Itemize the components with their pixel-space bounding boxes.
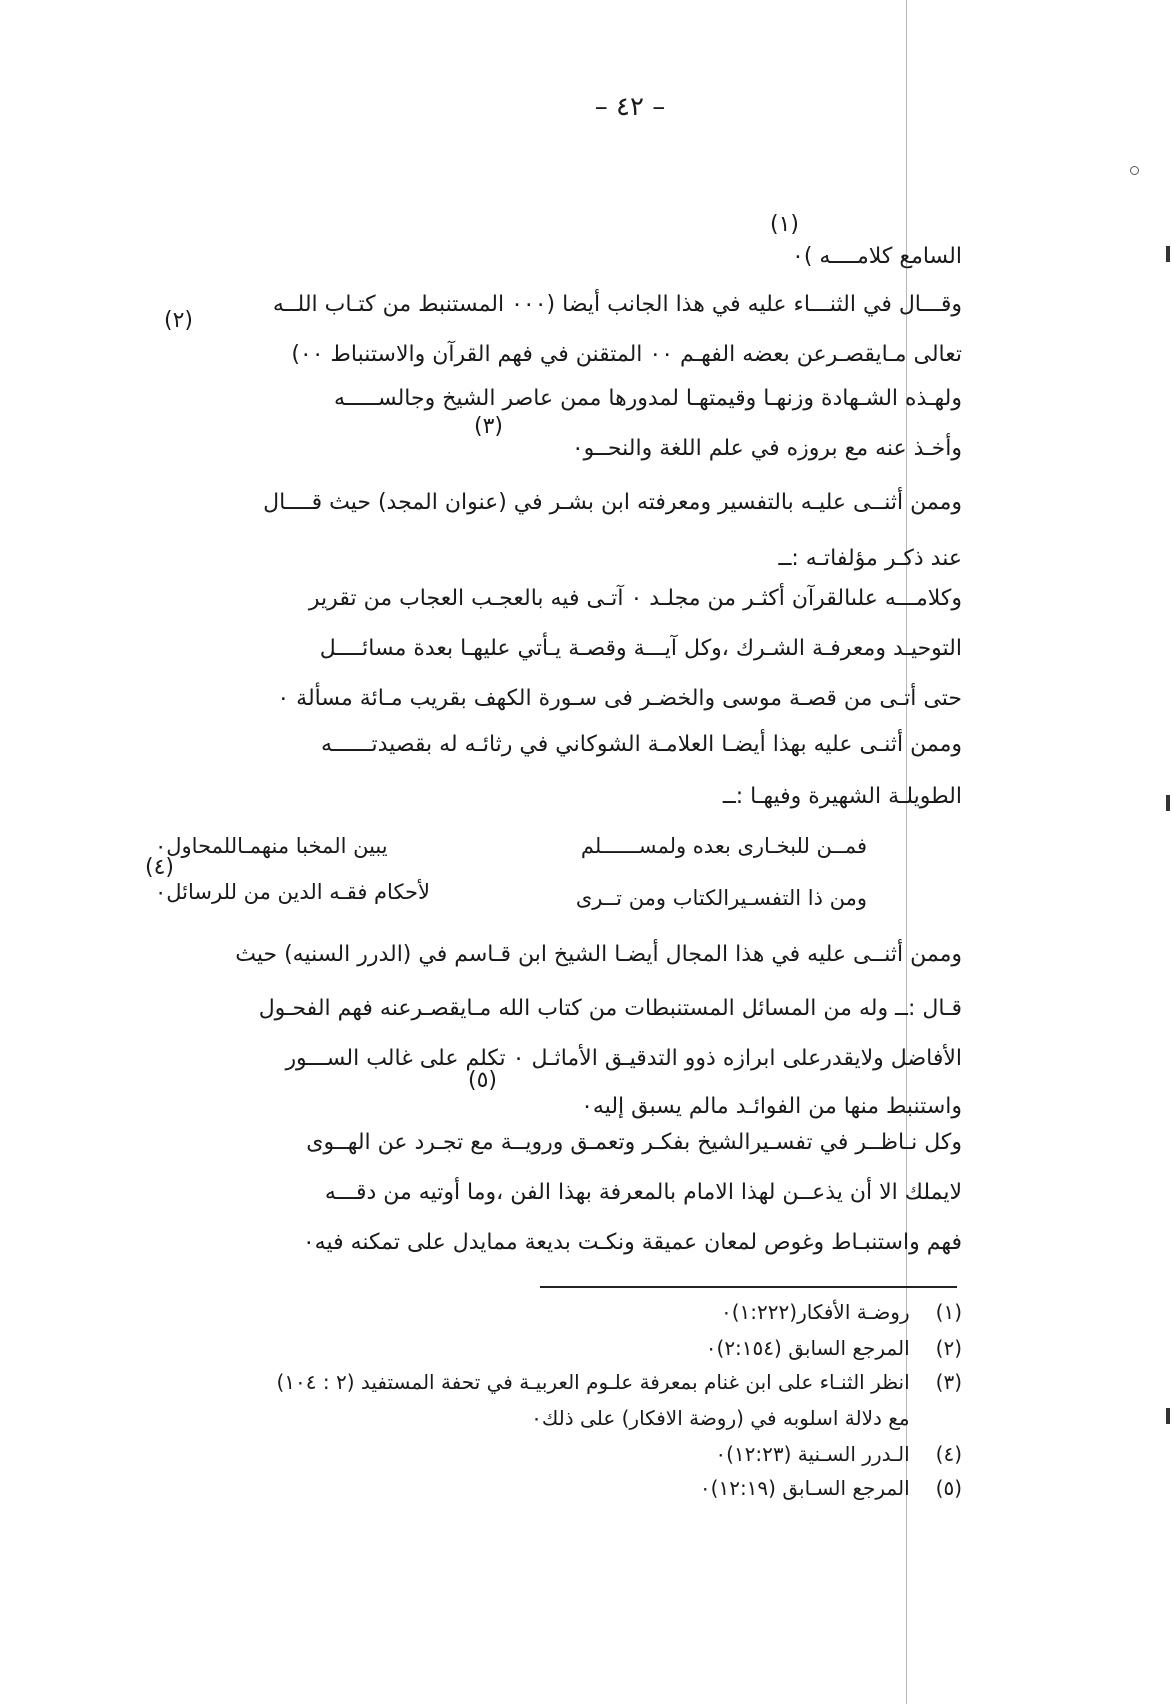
body-line: فهم واستنبـاط وغوص لمعان عميقة ونكـت بديعة ممايدل على تمكنه فيه٠ xyxy=(302,1230,962,1255)
footnote-number: (٤) xyxy=(935,1442,962,1466)
body-line: الأفاضل ولايقدرعلى ابرازه ذوو التدقيـق الأماثـل ٠ تكلم على غالب الســـور xyxy=(285,1046,962,1071)
footnote-text: مع دلالة اسلوبه في (روضة الافكار) على ذلك٠ xyxy=(531,1406,910,1430)
footnote-text: انظر الثنـاء على ابن غنام بمعرفة علـوم العربيـة في تحفة المستفيد (٢ : ١٠٤) xyxy=(276,1370,910,1394)
footnote-text: المرجع السـابق (١٢:١٩)٠ xyxy=(699,1476,910,1500)
body-line: لايملك الا أن يذعــن لهذا الامام بالمعرفة بهذا الفن ،وما أوتيه من دقـــه xyxy=(324,1180,962,1205)
verse-hemistich-left: يبين المخبا منهمـاللمحاول٠ xyxy=(155,834,388,858)
page-number: – ٤٢ – xyxy=(594,92,666,122)
body-line: وممن أثنــى عليـه بالتفسير ومعرفته ابن بشـر في (عنوان المجد) حيث قــــال xyxy=(263,490,962,515)
footnote-rule xyxy=(540,1286,957,1288)
verse-hemistich-left: لأحكام فقـه الدين من للرسائل٠ xyxy=(155,880,431,904)
footnote-ref-3: (٣) xyxy=(474,414,504,439)
body-line: السامع كلامــــه )٠ xyxy=(792,244,962,269)
scan-edge-mark xyxy=(1166,795,1170,811)
body-line: وممن أثنــى عليه في هذا المجال أيضـا الشيخ ابن قـاسم في (الدرر السنيه) حيث xyxy=(235,942,962,967)
footnote-ref-1: (١) xyxy=(770,212,800,237)
scan-edge-mark xyxy=(1166,1408,1170,1424)
body-line: تعالى مـايقصـرعن بعضه الفهـم ٠٠ المتقنن في فهم القرآن والاستنباط ٠٠) xyxy=(291,342,962,367)
verse-hemistich-right: فمــن للبخـارى بعده ولمســــــلم xyxy=(580,834,867,858)
footnote xyxy=(706,1336,962,1360)
verse-hemistich-right: ومن ذا التفسـيرالكتاب ومن تــرى xyxy=(575,886,867,910)
footnote xyxy=(721,1300,962,1324)
footnote-ref-4: (٤) xyxy=(145,855,175,880)
body-line: حتى أتـى من قصـة موسى والخضـر فى سـورة الكهف بقريب مـائة مسألة ٠ xyxy=(277,686,962,711)
footnote-text: الـدرر السـنية (١٢:٢٣)٠ xyxy=(715,1442,910,1466)
scan-edge-mark xyxy=(1166,246,1170,262)
footnote xyxy=(715,1442,962,1466)
body-line: وممن أثنـى عليه بهذا أيضـا العلامـة الشوكاني في رثائـه له بقصيدتــــــه xyxy=(321,732,962,757)
footnote-text: روضـة الأفكار(١:٢٢٢)٠ xyxy=(720,1300,910,1324)
footnote-ref-5: (٥) xyxy=(468,1068,498,1093)
footnote xyxy=(700,1476,962,1500)
body-line: وكلامـــه علىالقرآن أكثـر من مجلـد ٠ آتـى فيه بالعجـب العجاب من تقرير xyxy=(308,586,962,611)
footnote xyxy=(276,1370,962,1394)
body-line: واستنبط منها من الفوائـد مالم يسبق إليه٠ xyxy=(581,1094,962,1119)
body-line: وقـــال في الثنـــاء عليه في هذا الجانب أيضا (٠٠٠ المستنبط من كتـاب اللــه xyxy=(272,292,962,317)
footnote xyxy=(531,1406,962,1430)
body-line: الطويلـة الشهيرة وفيهـا :ــ xyxy=(722,784,962,809)
footnote-text: المرجع السابق (٢:١٥٤)٠ xyxy=(705,1336,910,1360)
body-line: ولهـذه الشـهادة وزنهـا وقيمتهـا لمدورها ممن عاصر الشيخ وجالســـــه xyxy=(333,386,962,411)
footnote-number: (٣) xyxy=(935,1370,962,1394)
footnote-number: (٥) xyxy=(935,1476,962,1500)
body-line: عند ذكـر مؤلفاتـه :ــ xyxy=(778,546,962,571)
footnote-number: (٢) xyxy=(935,1336,962,1360)
body-line: قـال :ــ وله من المسائل المستنبطات من كتاب الله مـايقصـرعنه فهم الفحـول xyxy=(258,996,962,1021)
footnote-number: (١) xyxy=(935,1300,962,1324)
body-line: وأخـذ عنه مع بروزه في علم اللغة والنحــو٠ xyxy=(571,436,962,461)
body-line: وكل نـاظــر في تفسـيرالشيخ بفكـر وتعمـق ورويــة مع تجـرد عن الهــوى xyxy=(306,1130,962,1155)
scan-speck xyxy=(1130,166,1139,175)
footnote-ref-2: (٢) xyxy=(164,308,194,333)
body-line: التوحيـد ومعرفـة الشـرك ،وكل آيـــة وقصـة يـأتي عليهـا بعدة مسائــــل xyxy=(319,636,962,661)
